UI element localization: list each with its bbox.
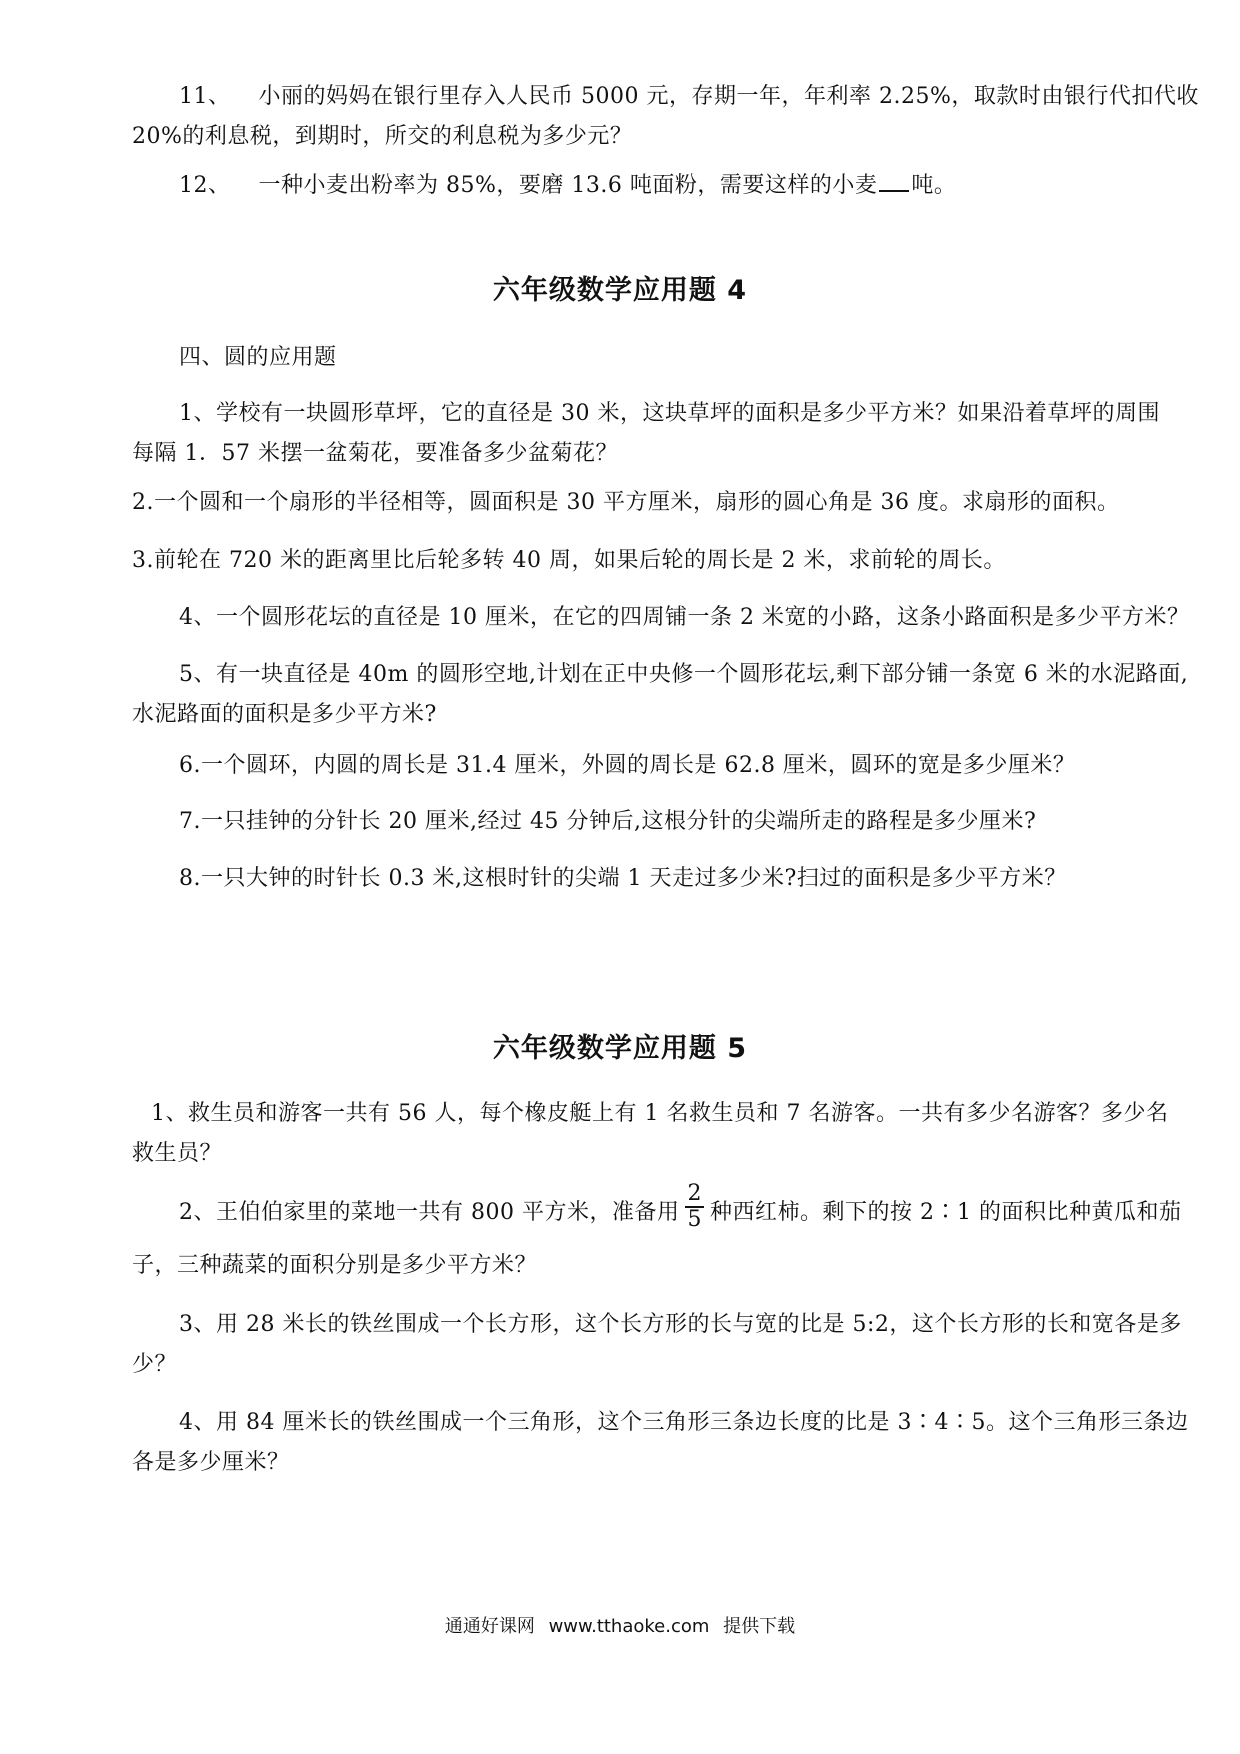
s5-question-1-cont: 救生员？ xyxy=(132,1141,223,1166)
s4-question-3: 3.前轮在 720 米的距离里比后轮多转 40 周，如果后轮的周长是 2 米，求前轮的周长。 xyxy=(132,548,1006,573)
fraction xyxy=(685,1182,704,1232)
section-5-title: 六年级数学应用题 5 xyxy=(492,1033,748,1064)
question-text: 小丽的妈妈在银行里存入人民币 5000 元，存期一年，年利率 2.25%，取款时由银行代扣代收 xyxy=(258,84,1199,109)
s4-question-1: 1、学校有一块圆形草坪，它的直径是 30 米，这块草坪的面积是多少平方米？如果沿着草坪的周围 xyxy=(179,401,1160,426)
question-11-continuation xyxy=(132,117,632,157)
question-text: 吨。 xyxy=(911,173,957,198)
question-number: 12、 xyxy=(179,173,231,198)
s5-question-2-cont: 子，三种蔬菜的面积分别是多少平方米？ xyxy=(132,1253,538,1278)
s4-question-4: 4、一个圆形花坛的直径是 10 厘米，在它的四周铺一条 2 米宽的小路，这条小路面积是多少平方米？ xyxy=(179,605,1190,630)
question-text: 2、王伯伯家里的菜地一共有 800 平方米，准备用 xyxy=(179,1200,680,1225)
question-11-line-1 xyxy=(179,77,1199,117)
s5-question-4: 4、用 84 厘米长的铁丝围成一个三角形，这个三角形三条边长度的比是 3∶4∶5。这个三角形三条边 xyxy=(179,1410,1189,1435)
s5-question-3: 3、用 28 米长的铁丝围成一个长方形，这个长方形的长与宽的比是 5:2，这个长方形的长和宽各是多 xyxy=(179,1312,1182,1337)
s4-question-7: 7.一只挂钟的分针长 20 厘米,经过 45 分钟后,这根分针的尖端所走的路程是多少厘米? xyxy=(179,809,1037,834)
s4-question-8: 8.一只大钟的时针长 0.3 米,这根时针的尖端 1 天走过多少米?扫过的面积是多少平方米？ xyxy=(179,866,1067,891)
section-4-subtitle: 四、圆的应用题 xyxy=(179,345,337,370)
section-4-title: 六年级数学应用题 4 xyxy=(492,275,748,306)
question-text: 种西红柿。剩下的按 2∶1 的面积比种黄瓜和茄 xyxy=(709,1200,1182,1225)
fraction-numerator: 2 xyxy=(687,1181,702,1206)
s4-question-5: 5、有一块直径是 40m 的圆形空地,计划在正中央修一个圆形花坛,剩下部分铺一条宽 6 米的水泥路面, xyxy=(179,662,1189,687)
page-footer xyxy=(0,1612,1240,1638)
question-12 xyxy=(179,166,956,206)
answer-blank[interactable] xyxy=(879,170,909,192)
footer-url[interactable]: www.tthaoke.com xyxy=(548,1616,710,1637)
s5-question-3-cont: 少？ xyxy=(132,1352,178,1377)
s5-question-2 xyxy=(179,1181,1182,1238)
footer-note: 提供下载 xyxy=(723,1616,796,1637)
footer-site-name: 通通好课网 xyxy=(444,1616,535,1637)
s5-question-1: 1、救生员和游客一共有 56 人，每个橡皮艇上有 1 名救生员和 7 名游客。一共有多少名游客？多少名 xyxy=(151,1101,1169,1126)
s4-question-2: 2.一个圆和一个扇形的半径相等，圆面积是 30 平方厘米，扇形的圆心角是 36 度。求扇形的面积。 xyxy=(132,490,1120,515)
s4-question-5-cont: 水泥路面的面积是多少平方米? xyxy=(132,702,437,727)
question-11 xyxy=(179,77,1199,117)
s5-question-4-cont: 各是多少厘米？ xyxy=(132,1450,290,1475)
s4-question-1-cont: 每隔 1．57 米摆一盆菊花，要准备多少盆菊花？ xyxy=(132,441,618,466)
question-number: 11、 xyxy=(179,84,231,109)
s4-question-6: 6.一个圆环，内圆的周长是 31.4 厘米，外圆的周长是 62.8 厘米，圆环的宽是多少厘米？ xyxy=(179,753,1076,778)
question-text: 20%的利息税，到期时，所交的利息税为多少元？ xyxy=(132,124,633,149)
question-text: 一种小麦出粉率为 85%，要磨 13.6 吨面粉，需要这样的小麦 xyxy=(258,173,878,198)
fraction-denominator: 5 xyxy=(687,1207,702,1232)
